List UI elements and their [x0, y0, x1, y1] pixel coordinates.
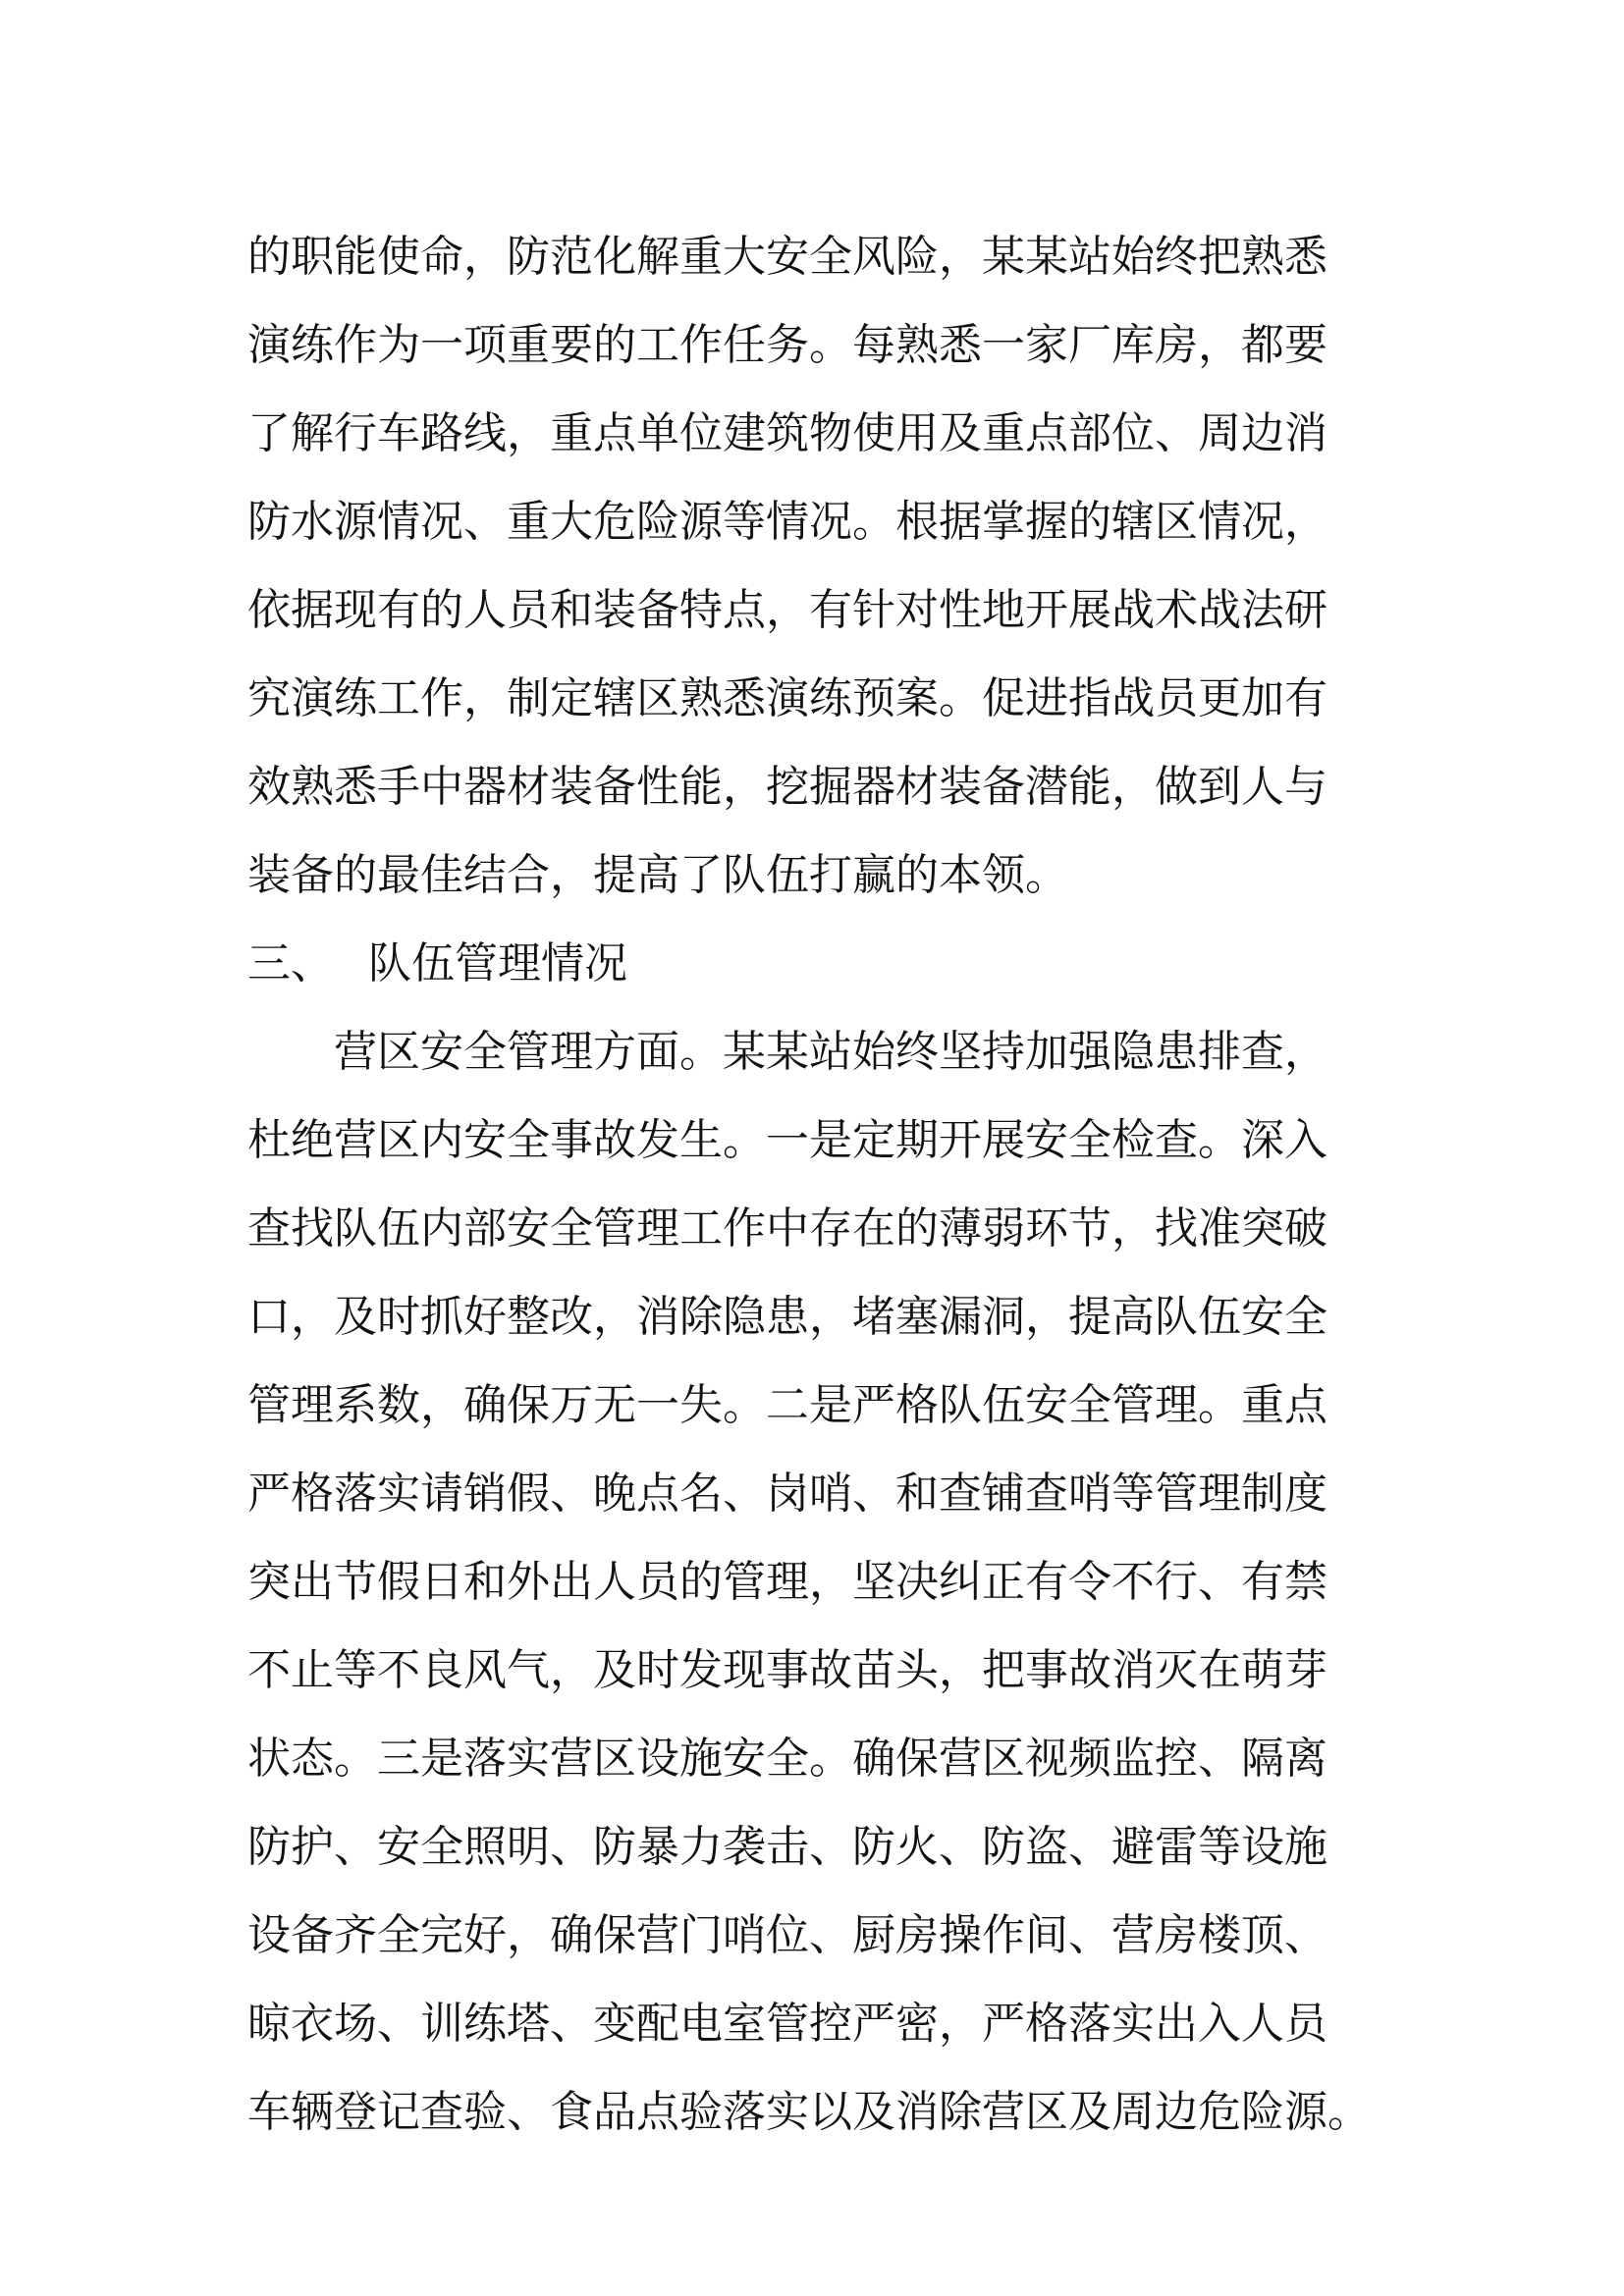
paragraph-2-line-3: 查找队伍内部安全管理工作中存在的薄弱环节，找准突破 [247, 1203, 1327, 1254]
paragraph-2-line-7: 突出节假日和外出人员的管理，坚决纠正有令不行、有禁 [247, 1557, 1327, 1607]
paragraph-2-line-1: 营区安全管理方面。某某站始终坚持加强隐患排查， [334, 1027, 1327, 1077]
paragraph-1-line-5: 依据现有的人员和装备特点，有针对性地开展战术战法研 [247, 585, 1327, 635]
paragraph-2-line-4: 口，及时抓好整改，消除隐患，堵塞漏洞，提高队伍安全 [247, 1292, 1327, 1342]
paragraph-2-line-11: 设备齐全完好，确保营门哨位、厨房操作间、营房楼顶、 [247, 1910, 1327, 1960]
paragraph-1-line-6: 究演练工作，制定辖区熟悉演练预案。促进指战员更加有 [247, 673, 1327, 723]
paragraph-2-line-10: 防护、安全照明、防暴力袭击、防火、防盗、避雷等设施 [247, 1822, 1327, 1872]
section-3-title: 队伍管理情况 [368, 938, 627, 988]
paragraph-2-line-2: 杜绝营区内安全事故发生。一是定期开展安全检查。深入 [247, 1115, 1327, 1165]
paragraph-2-line-13: 车辆登记查验、食品点验落实以及消除营区及周边危险源。 [247, 2087, 1371, 2137]
paragraph-2-line-5: 管理系数，确保万无一失。二是严格队伍安全管理。重点 [247, 1380, 1327, 1430]
paragraph-2-line-12: 晾衣场、训练塔、变配电室管控严密，严格落实出入人员 [247, 1999, 1327, 2049]
section-3-number: 三、 [247, 938, 334, 988]
paragraph-1-line-8: 装备的最佳结合，提高了队伍打赢的本领。 [247, 850, 1068, 900]
paragraph-1-line-7: 效熟悉手中器材装备性能，挖掘器材装备潜能，做到人与 [247, 762, 1327, 812]
paragraph-2-line-8: 不止等不良风气，及时发现事故苗头，把事故消灭在萌芽 [247, 1645, 1327, 1695]
paragraph-2-line-9: 状态。三是落实营区设施安全。确保营区视频监控、隔离 [247, 1734, 1327, 1784]
paragraph-2-line-6: 严格落实请销假、晚点名、岗哨、和查铺查哨等管理制度 [247, 1468, 1327, 1519]
paragraph-1-line-3: 了解行车路线，重点单位建筑物使用及重点部位、周边消 [247, 408, 1327, 458]
paragraph-1-line-4: 防水源情况、重大危险源等情况。根据掌握的辖区情况， [247, 497, 1327, 547]
paragraph-1-line-2: 演练作为一项重要的工作任务。每熟悉一家厂库房，都要 [247, 320, 1327, 370]
paragraph-1-line-1: 的职能使命，防范化解重大安全风险，某某站始终把熟悉 [247, 232, 1327, 282]
